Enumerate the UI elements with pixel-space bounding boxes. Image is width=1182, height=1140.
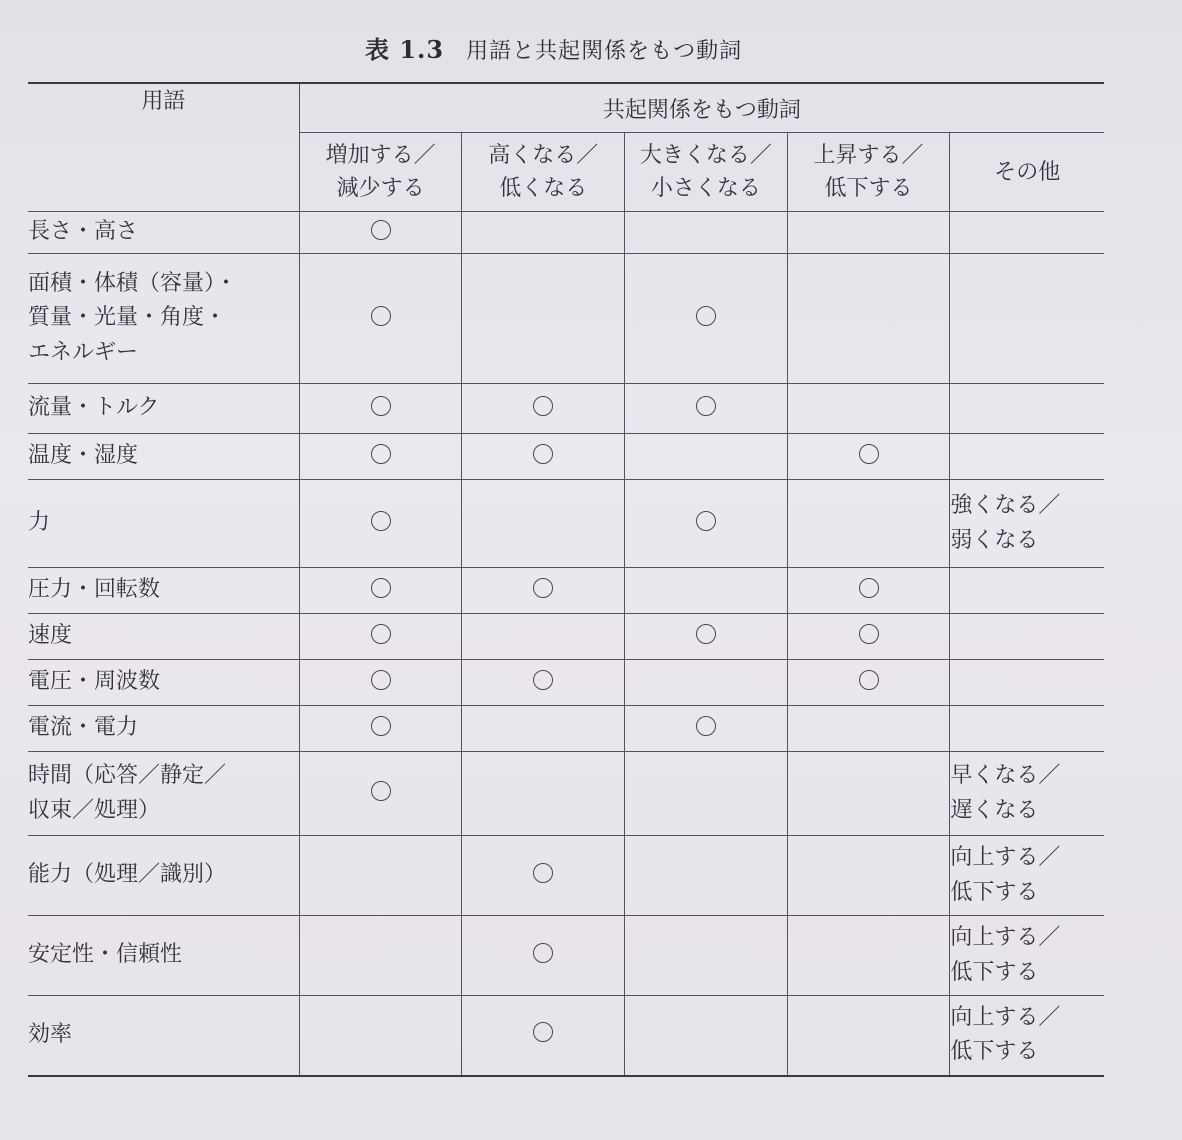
term-line: 長さ・高さ: [28, 219, 139, 245]
circle-mark-icon: [533, 670, 553, 690]
table-row: [28, 254, 1104, 384]
circle-mark-icon: [533, 863, 553, 883]
mark-cell: [787, 660, 950, 706]
circle-mark-icon: [696, 306, 716, 326]
verb-column-header-line: 上昇する／: [813, 143, 924, 168]
table-row: [28, 384, 1104, 434]
term-cell: [28, 384, 299, 434]
mark-cell: [462, 480, 625, 568]
mark-cell: [299, 706, 462, 752]
circle-mark-icon: [371, 716, 391, 736]
term-cell: [28, 660, 299, 706]
mark-cell: [462, 752, 625, 836]
mark-cell: [299, 480, 462, 568]
mark-cell: [299, 568, 462, 614]
mark-cell: [625, 706, 788, 752]
circle-mark-icon: [859, 444, 879, 464]
circle-mark-icon: [859, 578, 879, 598]
mark-cell: [787, 480, 950, 568]
circle-mark-icon: [371, 624, 391, 644]
table-row: [28, 434, 1104, 480]
mark-cell: [787, 752, 950, 836]
cooccurrence-table: [28, 82, 1104, 1077]
circle-mark-icon: [859, 670, 879, 690]
circle-mark-icon: [696, 624, 716, 644]
term-line: 質量・光量・角度・: [28, 305, 227, 331]
circle-mark-icon: [371, 781, 391, 801]
table-caption: [365, 30, 742, 65]
circle-mark-icon: [533, 943, 553, 963]
term-cell: [28, 996, 299, 1076]
term-line: 温度・湿度: [28, 443, 139, 469]
other-verb-line: 向上する／: [950, 845, 1061, 871]
circle-mark-icon: [371, 578, 391, 598]
other-verb-cell: [950, 660, 1104, 706]
circle-mark-icon: [371, 396, 391, 416]
verb-column-header: [462, 133, 625, 212]
term-cell: [28, 568, 299, 614]
mark-cell: [462, 916, 625, 996]
mark-cell: [462, 434, 625, 480]
other-verb-line: 弱くなる: [950, 527, 1039, 553]
term-cell: [28, 706, 299, 752]
mark-cell: [299, 996, 462, 1076]
mark-cell: [299, 254, 462, 384]
mark-cell: [625, 752, 788, 836]
mark-cell: [625, 384, 788, 434]
other-verb-line: 強くなる／: [950, 493, 1061, 519]
term-line: 力: [28, 510, 51, 536]
verb-column-header-line: その他: [994, 159, 1061, 185]
other-verb-cell: [950, 384, 1104, 434]
verb-column-header-line: 低くなる: [499, 176, 588, 201]
circle-mark-icon: [371, 220, 391, 240]
table-row: [28, 836, 1104, 916]
other-verb-cell: [950, 614, 1104, 660]
term-cell: [28, 916, 299, 996]
term-line: 収束／処理）: [28, 797, 161, 823]
other-verb-cell: [950, 996, 1104, 1076]
mark-cell: [787, 996, 950, 1076]
verb-column-header: [625, 133, 788, 212]
other-verb-line: 向上する／: [950, 1005, 1061, 1031]
other-verb-cell: [950, 752, 1104, 836]
term-cell: [28, 480, 299, 568]
term-line: エネルギー: [28, 339, 139, 365]
verb-column-header: [299, 133, 462, 212]
mark-cell: [625, 480, 788, 568]
verb-column-header-line: 高くなる／: [488, 143, 599, 168]
mark-cell: [787, 614, 950, 660]
verb-column-header-line: 増加する／: [325, 143, 436, 168]
circle-mark-icon: [696, 511, 716, 531]
mark-cell: [625, 996, 788, 1076]
other-verb-cell: [950, 568, 1104, 614]
mark-cell: [787, 212, 950, 254]
table-row: [28, 212, 1104, 254]
mark-cell: [462, 836, 625, 916]
mark-cell: [787, 568, 950, 614]
mark-cell: [299, 752, 462, 836]
mark-cell: [462, 384, 625, 434]
mark-cell: [299, 660, 462, 706]
circle-mark-icon: [371, 511, 391, 531]
mark-cell: [299, 916, 462, 996]
term-line: 能力（処理／識別）: [28, 862, 227, 888]
mark-cell: [299, 614, 462, 660]
other-verb-cell: [950, 434, 1104, 480]
table-row: [28, 568, 1104, 614]
term-line: 圧力・回転数: [28, 577, 161, 603]
term-line: 面積・体積（容量）・: [28, 271, 238, 297]
mark-cell: [787, 384, 950, 434]
mark-cell: [625, 254, 788, 384]
table-row: [28, 752, 1104, 836]
table-title: 用語と共起関係をもつ動詞: [466, 39, 743, 64]
circle-mark-icon: [533, 1022, 553, 1042]
other-verb-cell: [950, 836, 1104, 916]
mark-cell: [462, 660, 625, 706]
mark-cell: [462, 614, 625, 660]
term-line: 効率: [28, 1022, 73, 1048]
table-row: [28, 706, 1104, 752]
term-line: 速度: [28, 623, 73, 649]
mark-cell: [462, 568, 625, 614]
circle-mark-icon: [533, 578, 553, 598]
verb-column-header: [950, 133, 1104, 212]
mark-cell: [299, 836, 462, 916]
table-row: [28, 480, 1104, 568]
circle-mark-icon: [696, 716, 716, 736]
mark-cell: [625, 614, 788, 660]
verb-column-header-line: 大きくなる／: [639, 143, 772, 168]
mark-cell: [787, 434, 950, 480]
circle-mark-icon: [371, 670, 391, 690]
other-verb-cell: [950, 212, 1104, 254]
table-row: [28, 660, 1104, 706]
verb-column-header-line: 小さくなる: [650, 176, 761, 201]
table-number: 表 1.3: [365, 35, 445, 64]
table-row: [28, 916, 1104, 996]
mark-cell: [625, 434, 788, 480]
mark-cell: [625, 916, 788, 996]
mark-cell: [625, 836, 788, 916]
mark-cell: [462, 212, 625, 254]
other-verb-line: 低下する: [950, 879, 1039, 905]
other-verb-line: 向上する／: [950, 925, 1061, 951]
term-cell: [28, 836, 299, 916]
circle-mark-icon: [696, 396, 716, 416]
term-cell: [28, 212, 299, 254]
circle-mark-icon: [371, 306, 391, 326]
term-cell: [28, 434, 299, 480]
other-verb-line: 遅くなる: [950, 797, 1039, 823]
table-row: [28, 996, 1104, 1076]
term-line: 流量・トルク: [28, 395, 160, 421]
mark-cell: [462, 996, 625, 1076]
verb-group-header: 共起関係をもつ動詞: [299, 83, 1104, 133]
mark-cell: [787, 836, 950, 916]
term-line: 電流・電力: [28, 715, 139, 741]
other-verb-line: 低下する: [950, 959, 1039, 985]
mark-cell: [787, 916, 950, 996]
table-row: [28, 614, 1104, 660]
mark-cell: [462, 254, 625, 384]
other-verb-cell: [950, 916, 1104, 996]
mark-cell: [625, 660, 788, 706]
other-verb-cell: [950, 254, 1104, 384]
other-verb-cell: [950, 480, 1104, 568]
other-verb-cell: [950, 706, 1104, 752]
circle-mark-icon: [859, 624, 879, 644]
term-column-header: 用語: [28, 83, 299, 212]
mark-cell: [299, 384, 462, 434]
verb-column-header-line: 減少する: [336, 176, 425, 201]
circle-mark-icon: [533, 396, 553, 416]
mark-cell: [299, 434, 462, 480]
circle-mark-icon: [371, 444, 391, 464]
term-line: 安定性・信頼性: [28, 942, 183, 968]
mark-cell: [625, 568, 788, 614]
verb-column-header: [787, 133, 950, 212]
term-line: 時間（応答／静定／: [28, 763, 227, 789]
term-cell: [28, 254, 299, 384]
other-verb-line: 早くなる／: [950, 763, 1061, 789]
mark-cell: [787, 706, 950, 752]
mark-cell: [625, 212, 788, 254]
term-line: 電圧・周波数: [28, 669, 161, 695]
term-cell: [28, 752, 299, 836]
mark-cell: [787, 254, 950, 384]
circle-mark-icon: [533, 444, 553, 464]
verb-column-header-line: 低下する: [824, 176, 913, 201]
mark-cell: [299, 212, 462, 254]
mark-cell: [462, 706, 625, 752]
other-verb-line: 低下する: [950, 1039, 1039, 1065]
term-cell: [28, 614, 299, 660]
